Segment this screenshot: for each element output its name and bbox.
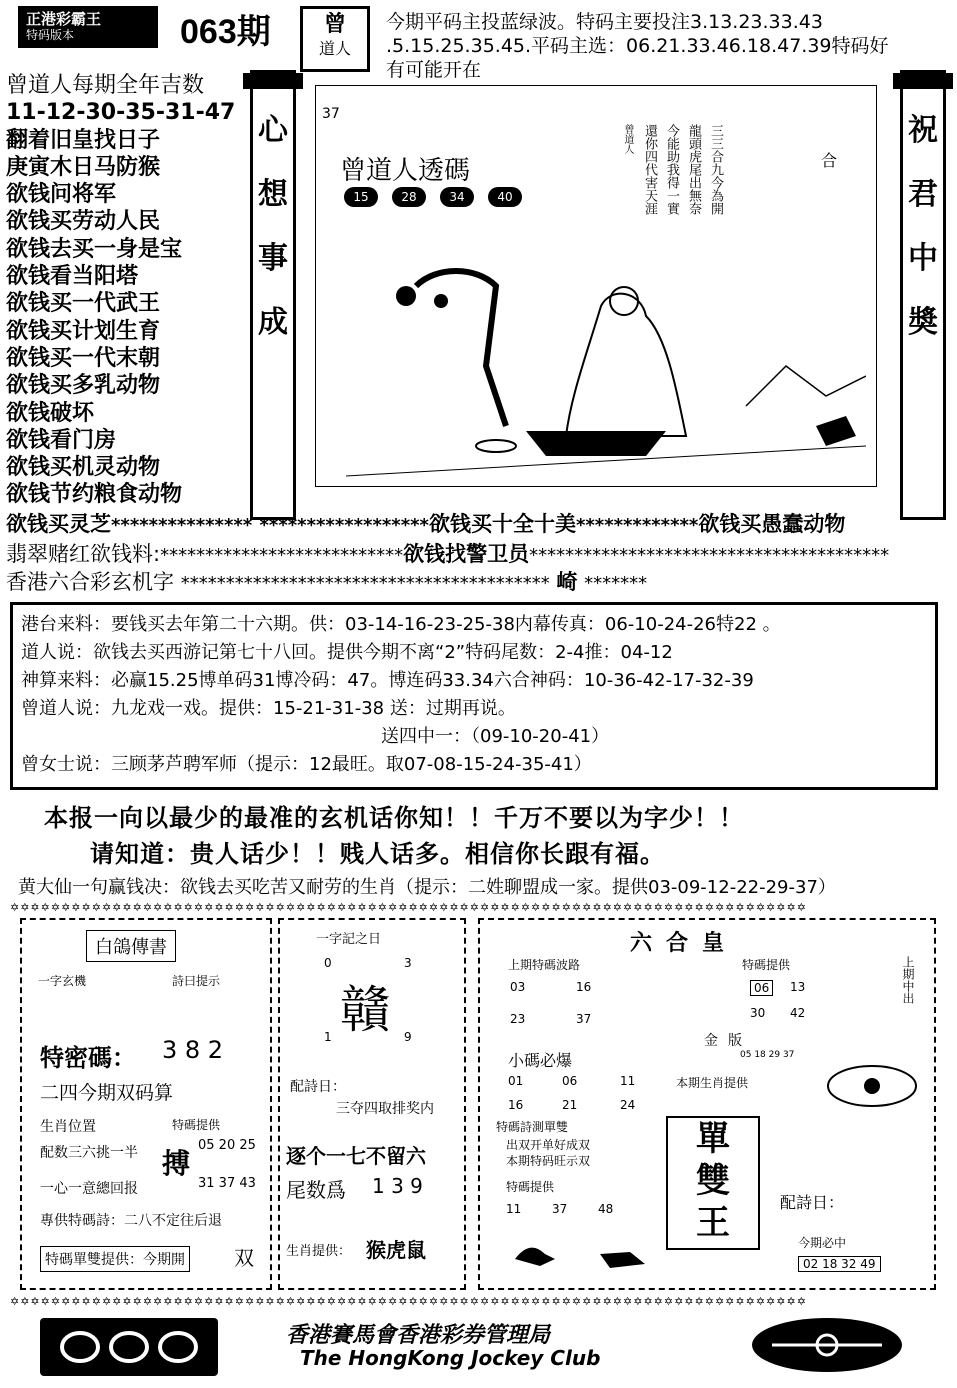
corner-num: 3 — [404, 956, 412, 970]
number-ball: 15 — [344, 187, 378, 207]
small-num: 11 — [620, 1074, 636, 1088]
right-panel — [478, 918, 936, 1290]
special-num2: 37 — [552, 1202, 568, 1216]
left-panel — [20, 918, 272, 1290]
tail-value: 1 3 9 — [372, 1174, 423, 1198]
top-info: 上期中出 — [901, 956, 915, 1004]
bottom-nums: 02 18 32 49 — [798, 1256, 881, 1272]
poem-mark: 合 — [821, 151, 838, 170]
gold-label: 金版 — [704, 1033, 752, 1049]
list-item: 翻着旧皇找日子 — [6, 127, 161, 153]
zodiac-pos-line: 一心一意總回报 — [40, 1181, 138, 1197]
jockey-logo-right — [752, 1318, 902, 1372]
zodiac-pos-label: 生肖位置 — [40, 1119, 96, 1135]
sd-char: 王 — [696, 1203, 730, 1243]
special-value: 3 8 2 — [162, 1036, 224, 1064]
number-ball: 40 — [488, 187, 522, 207]
corner-num: 1 — [324, 1030, 332, 1044]
list-item: 庚寅木日马防猴 — [6, 154, 161, 180]
logo-line1: 曾 — [323, 11, 346, 37]
foot-small: 今期必中 — [798, 1236, 847, 1250]
scroll-char: 心 — [258, 113, 288, 148]
badge-line1: 正港彩霸王 — [26, 10, 102, 28]
badge-line2: 特码版本 — [26, 28, 75, 42]
scroll-char: 想 — [258, 177, 288, 212]
list-item: 欲钱买一代武王 — [6, 291, 161, 317]
wave-num: 23 — [510, 1012, 526, 1026]
number-ball: 34 — [440, 187, 474, 207]
scroll-cap — [893, 73, 953, 89]
special-num: 30 — [750, 1006, 766, 1020]
info-line: 曾道人说：九龙戏一戏。提供：15-21-31-38 送：过期再说。 — [21, 698, 516, 719]
riddle-list — [6, 72, 246, 509]
special-label: 特密碼： — [40, 1044, 136, 1072]
picture-title: 曾道人透碼 — [340, 156, 471, 186]
zodiac-value: 猴虎鼠 — [366, 1238, 426, 1262]
single-double-box — [666, 1116, 760, 1250]
special-num2: 11 — [506, 1202, 522, 1216]
sub-right: 詩曰提示 — [172, 974, 221, 988]
star-mid: 欲钱买十全十美 — [428, 512, 576, 536]
slogan-line: 请知道：贵人话少！！贱人话多。相信你长跟有福。 — [90, 839, 665, 868]
poem-col: 今能助我得一實 — [664, 124, 679, 215]
star-left: 翡翠赌红欲钱料: — [6, 542, 161, 566]
scroll-cap — [243, 73, 303, 89]
ball-row — [344, 186, 536, 207]
info-line: 道人说：欲钱去买西游记第七十八回。提供今期不离“2”特码尾数：2-4推：04-12 — [21, 642, 673, 663]
star-left: 欲钱买灵芝 — [6, 512, 111, 536]
daoren-picture — [315, 85, 877, 487]
single-double-label: 特碼單雙提供：今期開 — [40, 1246, 190, 1272]
poem-col: 還你四代害天涯 — [642, 124, 657, 215]
small-num: 01 — [508, 1074, 524, 1088]
big-char: 贛 — [340, 981, 390, 1039]
special-supply: 特碼提供 — [742, 958, 791, 972]
scroll-char: 中 — [908, 241, 938, 276]
zodiac-animal-icon — [510, 1234, 660, 1274]
mid-poem: 三夺四取排奖内 — [336, 1101, 434, 1117]
zodiac-pos-line: 配数三六挑一半 — [40, 1145, 138, 1161]
corner-num: 9 — [404, 1030, 412, 1044]
scroll-char: 奬 — [908, 305, 938, 340]
double-calc: 二四今期双码算 — [40, 1082, 174, 1104]
right-poem-label: 配詩日： — [780, 1193, 845, 1212]
special-num: 13 — [790, 980, 806, 994]
scroll-char: 事 — [258, 241, 288, 276]
poem-label: 配詩日： — [290, 1079, 346, 1095]
top-line: 有可能开在 — [386, 59, 482, 81]
supply-nums: 05 20 25 — [198, 1138, 256, 1153]
list-item: 欲钱买机灵动物 — [6, 455, 161, 481]
small-num: 21 — [562, 1098, 578, 1112]
poem-col: 三三合九今為開 — [708, 124, 723, 215]
list-item: 欲钱破坏 — [6, 400, 95, 426]
scroll-char: 成 — [258, 305, 288, 340]
star-row: 香港六合彩玄机字 ***************************************** 崎 ******* — [6, 570, 648, 594]
small-num: 16 — [508, 1098, 524, 1112]
list-item: 欲钱买一代末朝 — [6, 345, 161, 371]
right-title: 六合皇 — [630, 930, 739, 956]
deco-divider: ✡✡✡✡✡✡✡✡✡✡✡✡✡✡✡✡✡✡✡✡✡✡✡✡✡✡✡✡✡✡✡✡✡✡✡✡✡✡✡✡✡✡✡✡✡✡✡✡✡✡✡✡✡✡✡✡✡✡✡✡✡✡✡✡✡✡✡✡✡✡✡✡✡✡✡✡✡✡ — [10, 1296, 807, 1308]
small-must: 小碼必爆 — [508, 1051, 573, 1070]
top-line: 今期平码主投蓝绿波。特码主要投注3.13.23.33.43 — [386, 11, 823, 33]
list-item: 欲钱节约粮食动物 — [6, 482, 183, 508]
tail-label: 尾数爲 — [286, 1178, 346, 1202]
tip-line: 黄大仙一句赢钱决：欲钱去买吃苦又耐劳的生肖（提示：二姓聊盟成一家。提供03-09-12-22-29-37） — [18, 877, 836, 898]
top-announcement — [386, 10, 946, 82]
right-scroll — [900, 70, 946, 520]
star-right: 欲钱买愚蠢动物 — [698, 512, 846, 536]
star-mid: 崎 — [556, 570, 578, 594]
panel-title: 白鴿傳書 — [86, 930, 176, 962]
poem-col: 龍頭虎尾出無奈 — [686, 124, 701, 215]
daoren-logo — [300, 6, 370, 72]
special-supply2: 特碼提供 — [506, 1180, 555, 1194]
list-item: 11-12-30-35-31-47 — [6, 100, 236, 126]
corner-num: 0 — [324, 956, 332, 970]
info-line: 港台来料：要钱买去年第二十六期。供：03-14-16-23-25-38内幕传真：06-10-24-26特22 。 — [21, 614, 781, 635]
list-item: 欲钱看当阳塔 — [6, 264, 139, 290]
mid-title: 一字記之日 — [316, 932, 382, 947]
deco-divider: ✡✡✡✡✡✡✡✡✡✡✡✡✡✡✡✡✡✡✡✡✡✡✡✡✡✡✡✡✡✡✡✡✡✡✡✡✡✡✡✡✡✡✡✡✡✡✡✡✡✡✡✡✡✡✡✡✡✡✡✡✡✡✡✡✡✡✡✡✡✡✡✡✡✡✡✡✡✡ — [10, 902, 807, 914]
logo-line2: 道人 — [318, 39, 351, 58]
supply-char: 搏 — [162, 1147, 191, 1180]
zodiac-label: 生肖提供： — [286, 1244, 352, 1259]
poem-head: 特碼詩測單雙 — [496, 1120, 569, 1134]
star-row: 欲钱买灵芝*************** ******************欲钱买十全十美*************欲钱买愚蠢动物 — [6, 512, 846, 536]
star-left: 香港六合彩玄机字 — [6, 570, 174, 594]
single-double-value: 双 — [234, 1246, 254, 1270]
sd-char: 單 — [696, 1119, 730, 1159]
scroll-char: 君 — [908, 177, 938, 212]
list-item: 欲钱买计划生育 — [6, 318, 161, 344]
number-ball: 28 — [392, 187, 426, 207]
supply-label: 特碼提供 — [172, 1118, 221, 1132]
jockey-logo-left — [40, 1318, 218, 1376]
special-num: 06 — [750, 980, 773, 996]
info-line: 曾女士说：三顾茅芦聘军师（提示：12最旺。取07-08-15-24-35-41） — [21, 754, 592, 775]
wave-num: 16 — [576, 980, 592, 994]
star-row: 翡翠赌红欲钱料:***************************欲钱找警卫员**************************************** — [6, 542, 890, 566]
footer-en: The HongKong Jockey Club — [300, 1346, 601, 1370]
zodiac-supply: 本期生肖提供 — [676, 1076, 749, 1090]
last-wave: 上期特碼波路 — [508, 958, 581, 972]
poem-sign: 曾道人 — [622, 124, 633, 154]
list-item: 曾道人每期全年吉数 — [6, 73, 205, 98]
list-item: 欲钱看门房 — [6, 427, 117, 453]
list-item: 欲钱买劳动人民 — [6, 209, 161, 235]
list-item: 欲钱问将军 — [6, 182, 117, 208]
small-num: 24 — [620, 1098, 636, 1112]
wave-num: 37 — [576, 1012, 592, 1026]
list-item: 欲钱买多乳动物 — [6, 373, 161, 399]
list-item: 欲钱去买一身是宝 — [6, 236, 183, 262]
issue-number: 063期 — [180, 13, 271, 51]
poem-line: 出双开单好成双 — [506, 1138, 591, 1152]
info-box — [10, 602, 938, 790]
special-num2: 48 — [598, 1202, 614, 1216]
special-num: 42 — [790, 1006, 806, 1020]
sub-left: 一字玄機 — [38, 974, 87, 988]
header-badge — [18, 6, 158, 48]
small-num: 06 — [562, 1074, 578, 1088]
poem-columns — [616, 124, 726, 254]
rule-line: 逐个一七不留六 — [286, 1144, 426, 1168]
left-scroll — [250, 70, 296, 520]
slogan-line: 本报一向以最少的最准的玄机话你知！！千万不要以为字少！！ — [44, 803, 744, 832]
footer-cn: 香港賽馬會香港彩券管理局 — [286, 1322, 551, 1348]
maiden-illustration — [346, 246, 866, 481]
mid-line: 05 18 29 37 — [740, 1050, 795, 1060]
scroll-char: 祝 — [908, 113, 938, 148]
exclusive-line: 專供特碼詩：二八不定往后退 — [40, 1213, 222, 1229]
info-line: 神算来料：必赢15.25博单码31博冷码：47。博连码33.34六合神码：10-36-42-17-32-39 — [21, 670, 754, 691]
top-line: .5.15.25.35.45.平码主选：06.21.33.46.18.47.39特码好 — [386, 35, 889, 57]
star-mid: 欲钱找警卫员 — [403, 542, 530, 566]
poem-line: 本期特码旺示双 — [506, 1154, 591, 1168]
picture-number: 37 — [322, 106, 340, 122]
mid-panel — [278, 918, 466, 1290]
info-line: 送四中一：（09-10-20-41） — [381, 726, 610, 747]
sd-char: 雙 — [696, 1161, 730, 1201]
wave-num: 03 — [510, 980, 526, 994]
supply-nums: 31 37 43 — [198, 1176, 256, 1191]
seal-icon — [824, 1062, 920, 1110]
